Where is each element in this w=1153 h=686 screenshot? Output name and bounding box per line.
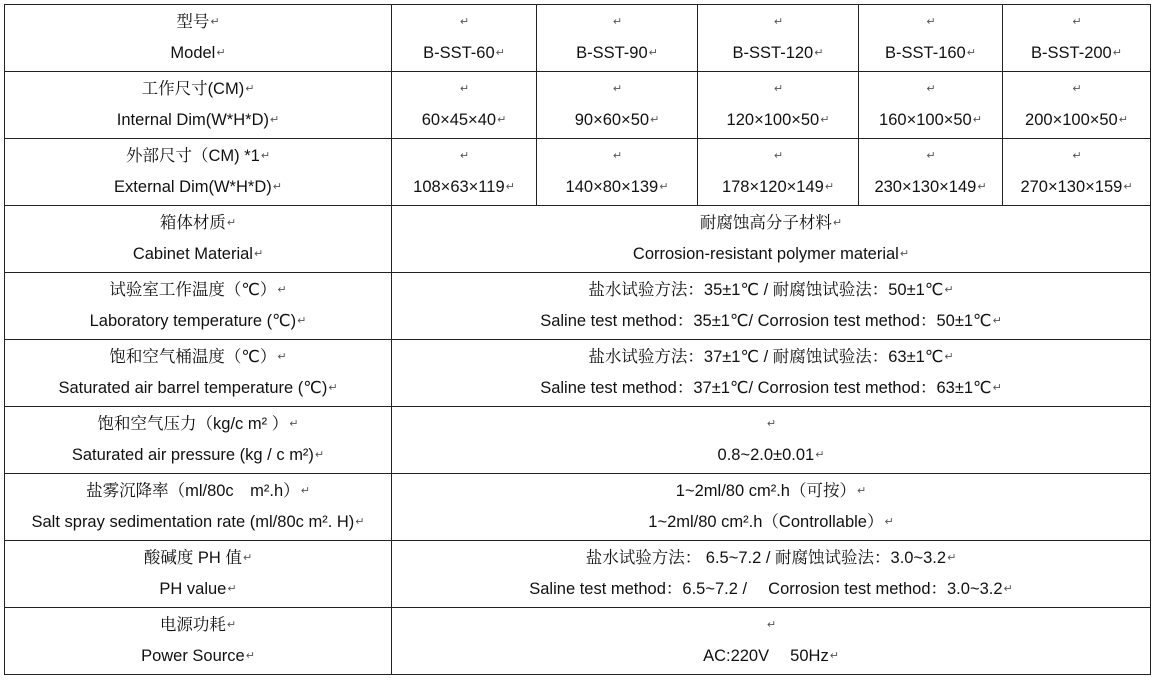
spec-label-cell (5, 139, 392, 206)
paragraph-mark-icon: ↵ (659, 181, 669, 194)
spec-value-cn (392, 342, 1150, 373)
paragraph-mark-icon: ↵ (314, 449, 325, 462)
spec-value-en (537, 172, 697, 203)
spec-value-cn (392, 610, 1150, 641)
spec-row (5, 72, 1151, 139)
spec-label-en (5, 574, 391, 605)
spec-value-cn (859, 7, 1002, 38)
spec-label-en (5, 38, 391, 69)
paragraph-mark-icon: ↵ (226, 619, 237, 631)
spec-value-en (392, 306, 1150, 337)
paragraph-mark-icon: ↵ (832, 217, 843, 229)
spec-label-en-text: PH value (159, 580, 227, 598)
spec-value-cn (859, 74, 1002, 105)
spec-value-cn-text: 盐水试验方法： 6.5~7.2 / 耐腐蚀试验法：3.0~3.2 (585, 548, 947, 567)
spec-value-cn (392, 141, 536, 172)
spec-value-en-text: B-SST-160 (885, 44, 966, 62)
spec-value-en (1003, 172, 1150, 203)
spec-value-en-text: 60×45×40 (421, 111, 497, 129)
paragraph-mark-icon: ↵ (612, 83, 623, 95)
spec-value-cell (859, 72, 1003, 139)
paragraph-mark-icon: ↵ (459, 16, 470, 28)
spec-label-en (5, 239, 391, 270)
spec-value-en-text: B-SST-120 (732, 44, 814, 62)
spec-value-en-text: 200×100×50 (1025, 111, 1118, 129)
spec-value-merged-cell (392, 340, 1151, 407)
spec-value-en-text: 0.8~2.0±0.01 (717, 446, 815, 464)
spec-row (5, 608, 1151, 675)
paragraph-mark-icon: ↵ (260, 150, 271, 162)
paragraph-mark-icon: ↵ (459, 83, 470, 95)
spec-label-cell (5, 273, 392, 340)
paragraph-mark-icon: ↵ (766, 619, 777, 631)
spec-value-en (392, 507, 1150, 538)
spec-value-cn (698, 74, 858, 105)
spec-value-cell (698, 139, 859, 206)
paragraph-mark-icon: ↵ (269, 114, 280, 127)
spec-label-cn-text: 箱体材质 (159, 213, 226, 232)
spec-value-en (1003, 38, 1150, 69)
paragraph-mark-icon: ↵ (210, 16, 220, 28)
spec-label-en-text: Cabinet Material (132, 245, 253, 263)
spec-value-cn (537, 141, 697, 172)
spec-row (5, 139, 1151, 206)
spec-value-cn-text: 盐水试验方法：37±1℃ / 耐腐蚀试验法：63±1℃ (588, 347, 944, 366)
paragraph-mark-icon: ↵ (277, 351, 287, 363)
spec-value-en (392, 574, 1150, 605)
spec-label-en-text: Laboratory temperature (℃) (89, 312, 297, 330)
paragraph-mark-icon: ↵ (277, 284, 287, 296)
spec-value-cn (392, 476, 1150, 507)
spec-label-cn (5, 610, 391, 641)
paragraph-mark-icon: ↵ (992, 382, 1002, 395)
paragraph-mark-icon: ↵ (505, 181, 515, 194)
spec-value-merged-cell (392, 273, 1151, 340)
spec-label-en (5, 172, 391, 203)
spec-value-en (537, 38, 697, 69)
spec-label-en (5, 373, 391, 404)
paragraph-mark-icon: ↵ (1072, 16, 1082, 28)
spec-value-en-text: 140×80×139 (565, 178, 659, 196)
spec-label-cell (5, 541, 392, 608)
spec-value-en (392, 239, 1150, 270)
spec-value-en (392, 105, 536, 136)
spec-value-cn-text: 盐水试验方法：35±1℃ / 耐腐蚀试验法：50±1℃ (588, 280, 944, 299)
spec-value-en (698, 172, 858, 203)
spec-value-cn-text: 耐腐蚀高分子材料 (699, 213, 832, 232)
spec-value-cell (1003, 72, 1151, 139)
spec-value-en-text: AC:220V 50Hz (703, 647, 829, 665)
paragraph-mark-icon: ↵ (1072, 150, 1082, 162)
spec-label-en-text: Saturated air pressure (kg / c m²) (71, 446, 314, 464)
spec-value-cn (392, 409, 1150, 440)
spec-value-cell (392, 5, 537, 72)
paragraph-mark-icon: ↵ (926, 83, 936, 95)
spec-value-en (698, 105, 858, 136)
spec-label-en-text: Saturated air barrel temperature (℃) (58, 379, 328, 397)
paragraph-mark-icon: ↵ (612, 150, 623, 162)
paragraph-mark-icon: ↵ (944, 351, 954, 363)
paragraph-mark-icon: ↵ (328, 382, 338, 395)
paragraph-mark-icon: ↵ (497, 114, 507, 127)
spec-value-en (392, 440, 1150, 471)
spec-label-cn (5, 275, 391, 306)
spec-value-cn (392, 208, 1150, 239)
spec-label-en-text: Model (170, 44, 216, 62)
spec-value-cn-text: 1~2ml/80 cm².h（可按） (675, 481, 856, 500)
spec-value-cell (537, 72, 698, 139)
paragraph-mark-icon: ↵ (1118, 114, 1128, 127)
spec-value-cell (537, 5, 698, 72)
spec-value-cn (392, 74, 536, 105)
paragraph-mark-icon: ↵ (245, 83, 255, 95)
spec-value-merged-cell (392, 474, 1151, 541)
spec-value-en-text: 178×120×149 (721, 178, 824, 196)
paragraph-mark-icon: ↵ (926, 16, 936, 28)
paragraph-mark-icon: ↵ (899, 248, 910, 261)
spec-value-en (392, 373, 1150, 404)
paragraph-mark-icon: ↵ (773, 83, 784, 95)
spec-table-body (5, 5, 1151, 675)
spec-label-en (5, 507, 391, 538)
paragraph-mark-icon: ↵ (612, 16, 623, 28)
spec-label-cn (5, 543, 391, 574)
spec-row (5, 474, 1151, 541)
spec-value-cell (859, 5, 1003, 72)
spec-value-merged-cell (392, 206, 1151, 273)
spec-value-en-text: Saline test method：37±1℃/ Corrosion test method：63±1℃ (540, 379, 992, 397)
spec-value-cell (859, 139, 1003, 206)
paragraph-mark-icon: ↵ (944, 284, 954, 296)
spec-value-en (859, 172, 1002, 203)
spec-label-cell (5, 72, 392, 139)
paragraph-mark-icon: ↵ (253, 248, 264, 261)
spec-label-cn-text: 型号 (176, 12, 210, 31)
paragraph-mark-icon: ↵ (766, 418, 777, 430)
spec-row (5, 5, 1151, 72)
spec-label-cn (5, 208, 391, 239)
spec-value-cell (1003, 139, 1151, 206)
spec-value-cell (698, 5, 859, 72)
spec-value-en-text: Corrosion-resistant polymer material (632, 245, 899, 263)
spec-value-cell (1003, 5, 1151, 72)
spec-value-en (392, 38, 536, 69)
spec-label-cn-text: 酸碱度 PH 值 (143, 548, 242, 567)
spec-value-en (859, 38, 1002, 69)
paragraph-mark-icon: ↵ (992, 315, 1002, 328)
spec-label-cell (5, 608, 392, 675)
paragraph-mark-icon: ↵ (245, 650, 255, 663)
spec-table (4, 4, 1151, 675)
spec-label-cn (5, 409, 391, 440)
spec-label-en-text: External Dim(W*H*D) (114, 178, 272, 196)
spec-value-en (392, 641, 1150, 672)
spec-label-cell (5, 206, 392, 273)
spec-label-cn-text: 外部尺寸（CM) *1 (125, 146, 260, 165)
spec-value-cn (1003, 74, 1150, 105)
paragraph-mark-icon: ↵ (1072, 83, 1082, 95)
spec-value-cn (392, 543, 1150, 574)
spec-value-cn (1003, 7, 1150, 38)
spec-value-en (537, 105, 697, 136)
spec-label-cn (5, 7, 391, 38)
spec-value-merged-cell (392, 541, 1151, 608)
spec-row (5, 206, 1151, 273)
paragraph-mark-icon: ↵ (972, 114, 982, 127)
spec-label-cell (5, 5, 392, 72)
spec-value-en-text: B-SST-60 (423, 44, 495, 62)
paragraph-mark-icon: ↵ (966, 47, 976, 60)
paragraph-mark-icon: ↵ (773, 16, 784, 28)
paragraph-mark-icon: ↵ (773, 150, 784, 162)
spec-value-en-text: Saline test method：35±1℃/ Corrosion test method：50±1℃ (540, 312, 992, 330)
spec-value-en (392, 172, 536, 203)
spec-value-cell (698, 72, 859, 139)
spec-value-en (698, 38, 858, 69)
spec-label-en (5, 306, 391, 337)
spec-label-en (5, 105, 391, 136)
spec-label-cn-text: 盐雾沉降率（ml/80c m².h） (86, 481, 300, 500)
spec-label-cn-text: 饱和空气桶温度（℃） (109, 347, 277, 366)
paragraph-mark-icon: ↵ (272, 181, 282, 194)
spec-label-en-text: Salt spray sedimentation rate (ml/80c m². H) (31, 513, 355, 531)
spec-label-cell (5, 340, 392, 407)
spec-value-en-text: 160×100×50 (879, 111, 972, 129)
spec-value-cn (1003, 141, 1150, 172)
spec-label-cell (5, 474, 392, 541)
paragraph-mark-icon: ↵ (977, 181, 987, 194)
spec-row (5, 273, 1151, 340)
paragraph-mark-icon: ↵ (459, 150, 470, 162)
spec-value-en-text: 90×60×50 (574, 111, 650, 129)
spec-label-cn (5, 342, 391, 373)
spec-label-cn-text: 饱和空气压力（kg/c m² ） (97, 414, 289, 433)
spec-value-en-text: 1~2ml/80 cm².h（Controllable） (648, 513, 884, 531)
paragraph-mark-icon: ↵ (1123, 181, 1133, 194)
spec-value-merged-cell (392, 407, 1151, 474)
spec-label-en (5, 440, 391, 471)
paragraph-mark-icon: ↵ (824, 181, 835, 194)
spec-label-en (5, 641, 391, 672)
spec-row (5, 407, 1151, 474)
spec-value-cn (698, 7, 858, 38)
paragraph-mark-icon: ↵ (242, 552, 253, 564)
paragraph-mark-icon: ↵ (650, 114, 660, 127)
spec-value-merged-cell (392, 608, 1151, 675)
spec-row (5, 541, 1151, 608)
spec-label-cell (5, 407, 392, 474)
spec-label-cn (5, 74, 391, 105)
spec-value-en-text: Saline test method：6.5~7.2 / Corrosion test method：3.0~3.2 (529, 580, 1003, 598)
spec-value-en (1003, 105, 1150, 136)
spec-value-en-text: 230×130×149 (874, 178, 977, 196)
paragraph-mark-icon: ↵ (814, 47, 824, 60)
paragraph-mark-icon: ↵ (815, 449, 825, 462)
spec-value-cn (537, 7, 697, 38)
spec-value-cell (537, 139, 698, 206)
spec-label-en-text: Internal Dim(W*H*D) (116, 111, 269, 129)
paragraph-mark-icon: ↵ (300, 485, 310, 497)
spec-label-cn-text: 电源功耗 (159, 615, 226, 634)
paragraph-mark-icon: ↵ (829, 650, 839, 663)
paragraph-mark-icon: ↵ (227, 583, 237, 596)
paragraph-mark-icon: ↵ (495, 47, 505, 60)
paragraph-mark-icon: ↵ (648, 47, 658, 60)
spec-label-cn-text: 工作尺寸(CM) (141, 79, 245, 98)
spec-label-cn (5, 141, 391, 172)
spec-value-en-text: B-SST-90 (576, 44, 648, 62)
spec-value-en-text: B-SST-200 (1031, 44, 1112, 62)
paragraph-mark-icon: ↵ (1003, 583, 1013, 596)
paragraph-mark-icon: ↵ (289, 418, 299, 430)
spec-row (5, 340, 1151, 407)
spec-value-cn (392, 275, 1150, 306)
paragraph-mark-icon: ↵ (884, 516, 894, 529)
spec-value-en-text: 270×130×159 (1020, 178, 1123, 196)
paragraph-mark-icon: ↵ (1112, 47, 1122, 60)
spec-value-cn (392, 7, 536, 38)
paragraph-mark-icon: ↵ (856, 485, 867, 497)
paragraph-mark-icon: ↵ (947, 552, 957, 564)
spec-value-cn (698, 141, 858, 172)
paragraph-mark-icon: ↵ (820, 114, 830, 127)
spec-value-en (859, 105, 1002, 136)
spec-value-cell (392, 72, 537, 139)
spec-value-en-text: 108×63×119 (413, 178, 505, 196)
spec-label-en-text: Power Source (141, 647, 245, 665)
paragraph-mark-icon: ↵ (355, 516, 365, 529)
spec-value-cell (392, 139, 537, 206)
paragraph-mark-icon: ↵ (297, 315, 307, 328)
spec-label-cn-text: 试验室工作温度（℃） (109, 280, 277, 299)
paragraph-mark-icon: ↵ (216, 47, 226, 60)
paragraph-mark-icon: ↵ (226, 217, 237, 229)
spec-value-cn (859, 141, 1002, 172)
paragraph-mark-icon: ↵ (926, 150, 936, 162)
spec-value-cn (537, 74, 697, 105)
spec-label-cn (5, 476, 391, 507)
spec-value-en-text: 120×100×50 (726, 111, 820, 129)
